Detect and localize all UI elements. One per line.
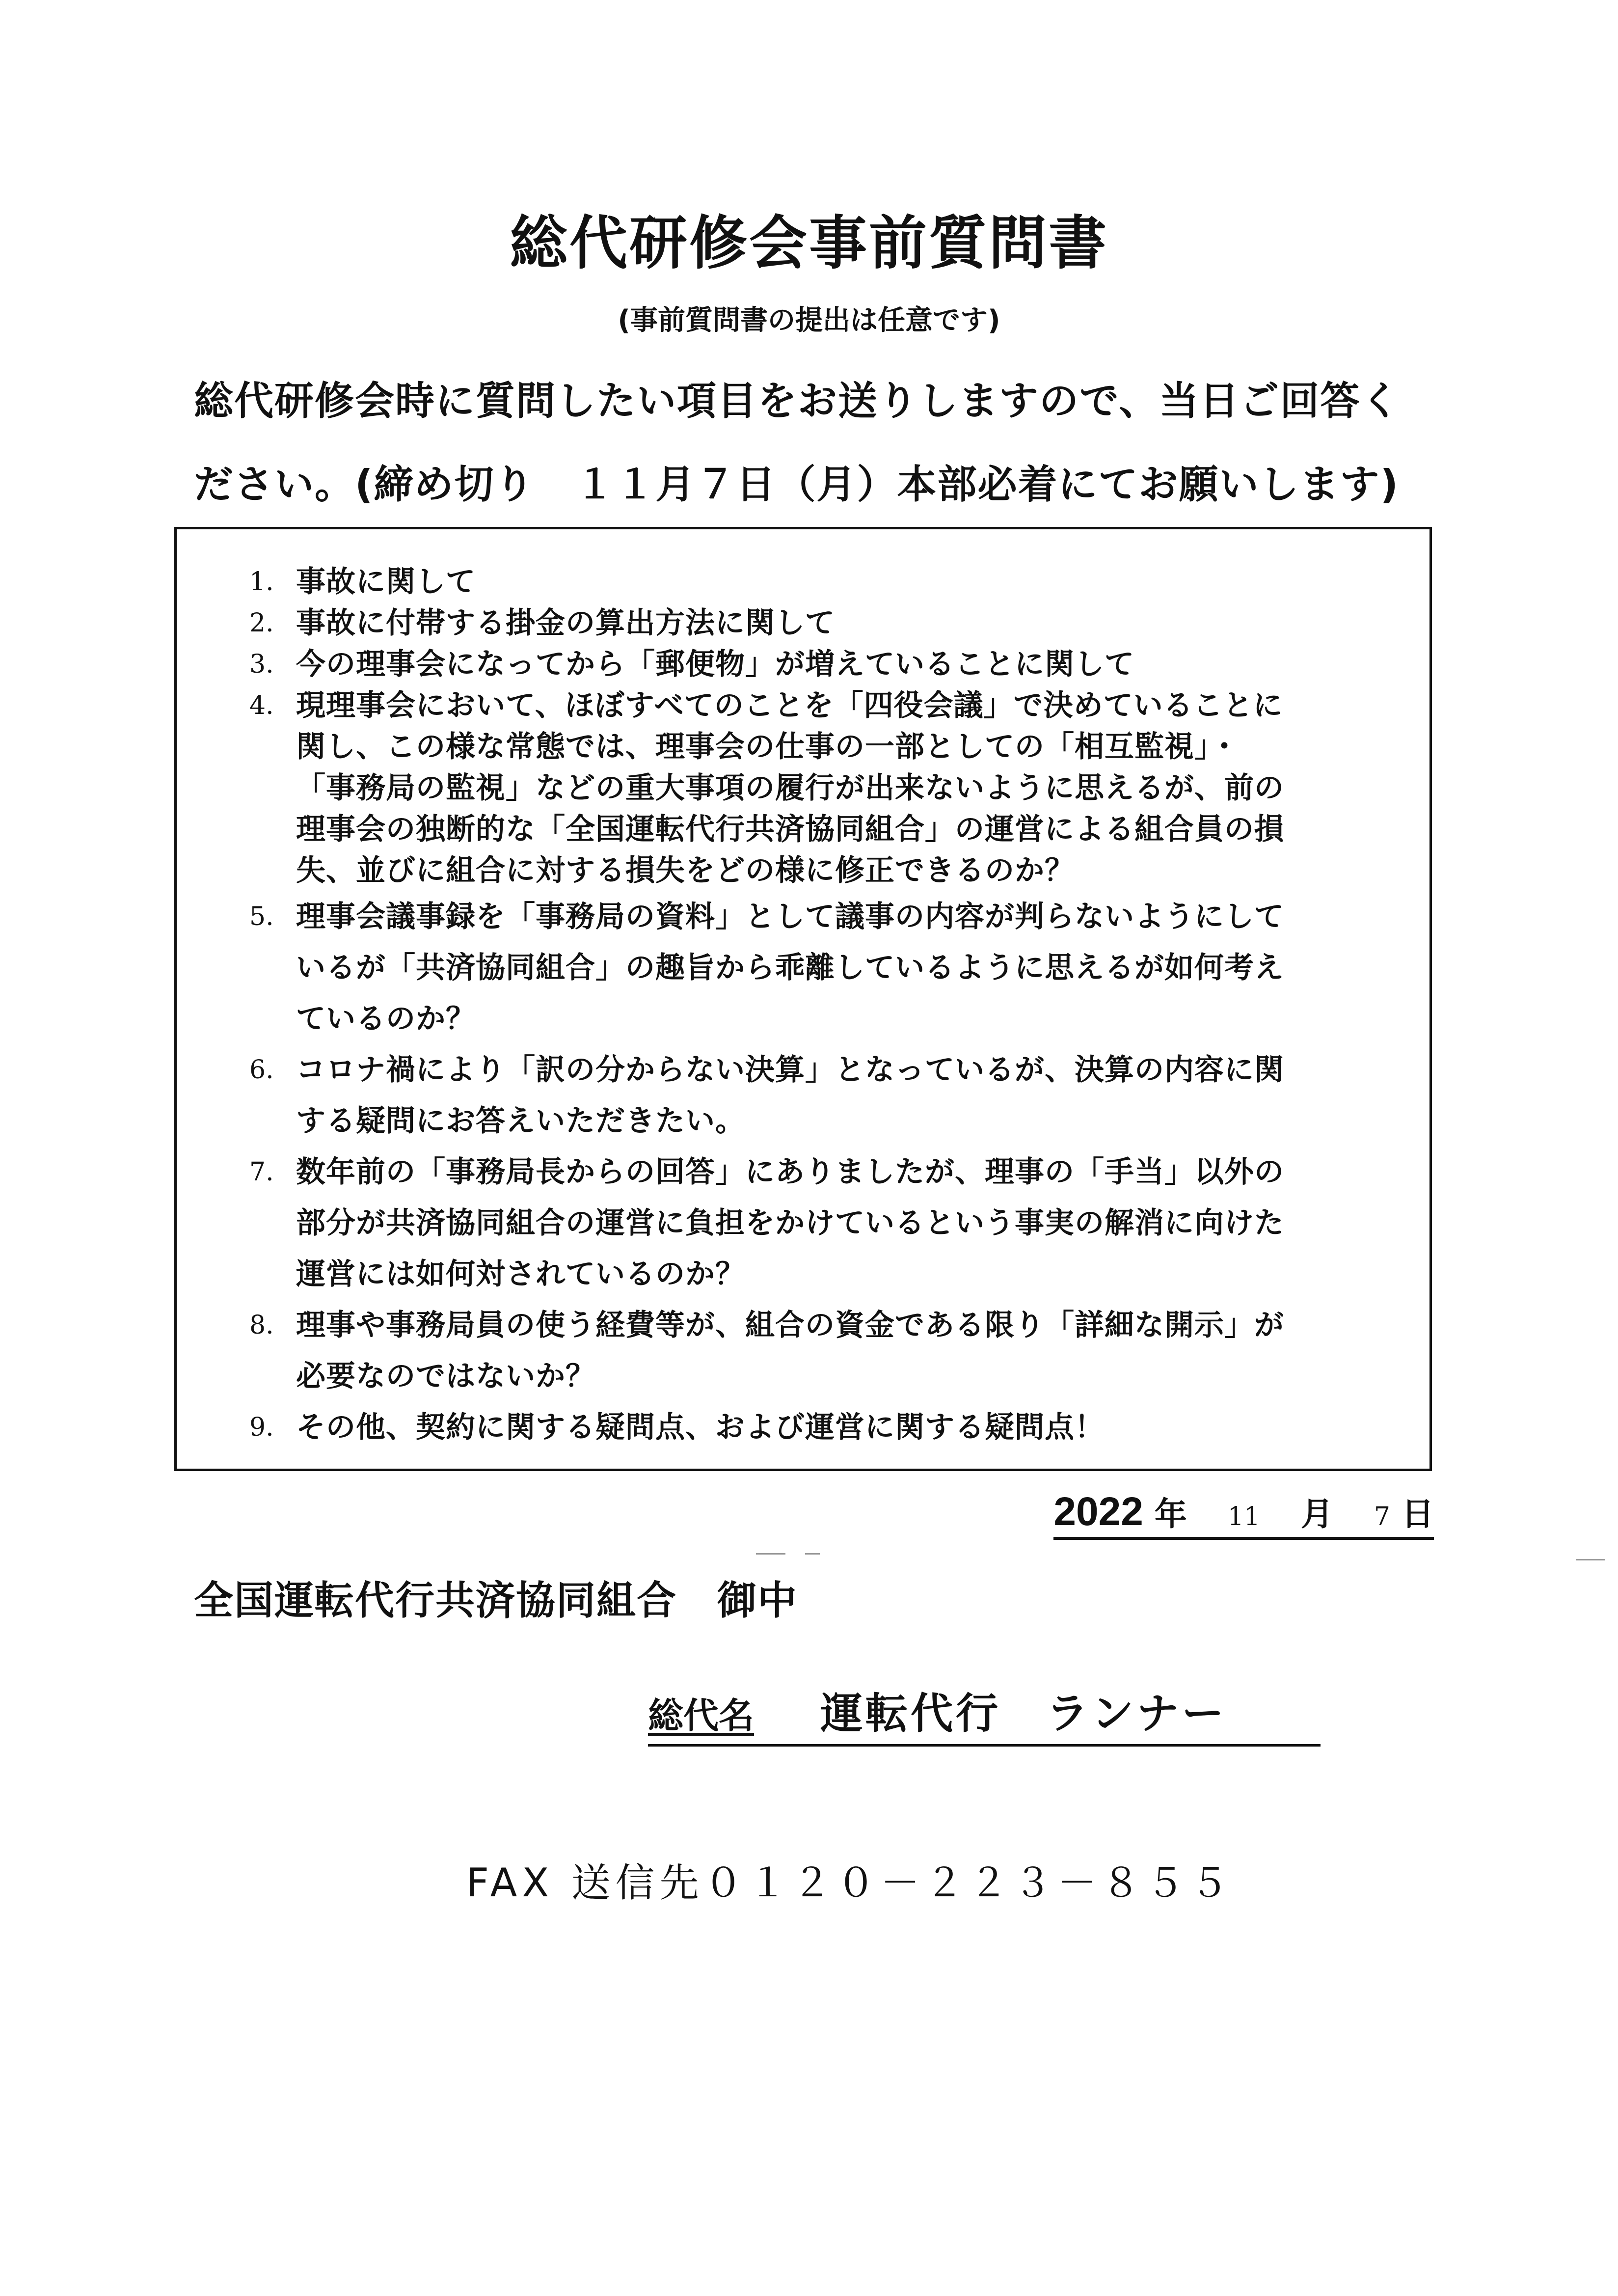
question-text: いるが「共済協同組合」の趣旨から乖離しているように思えるが如何考え: [296, 951, 1284, 985]
question-text: コロナ禍により「訳の分からない決算」となっているが、決算の内容に関: [296, 1053, 1284, 1087]
question-1: [249, 561, 1284, 602]
question-text: 「事務局の監視」などの重大事項の履行が出来ないように思えるが、前の: [296, 771, 1284, 805]
representative-line: [648, 1679, 1321, 1747]
date-month: 11: [1227, 1502, 1260, 1531]
question-number: 4.: [249, 691, 274, 720]
date-month-unit: 月: [1300, 1495, 1333, 1533]
scan-speck: [756, 1553, 785, 1555]
question-text: 部分が共済協同組合の運営に負担をかけているという事実の解消に向けた: [296, 1206, 1284, 1240]
question-text: 理事会の独断的な「全国運転代行共済協同組合」の運営による組合員の損: [296, 812, 1284, 847]
question-text: 今の理事会になってから「郵便物」が増えていることに関して: [296, 647, 1134, 682]
question-number: 6.: [249, 1055, 274, 1085]
question-text: 事故に付帯する掛金の算出方法に関して: [296, 606, 835, 640]
recipient: 全国運転代行共済協同組合 御中: [194, 1578, 798, 1623]
question-number: 1.: [249, 567, 274, 597]
question-number: 7.: [249, 1157, 274, 1187]
question-number: 8.: [249, 1311, 274, 1340]
question-text: する疑問にお答えいただきたい。: [296, 1104, 745, 1138]
question-text: 数年前の「事務局長からの回答」にありましたが、理事の「手当」以外の: [296, 1155, 1284, 1189]
question-5: [249, 891, 1284, 1044]
date-day: 7: [1374, 1502, 1391, 1531]
date-day-unit: 日: [1402, 1495, 1434, 1533]
question-9: [249, 1402, 1284, 1453]
scan-speck: [1576, 1559, 1605, 1560]
optional-note: (事前質問書の提出は任意です): [618, 304, 1000, 336]
question-text: 事故に関して: [296, 565, 476, 599]
date-year-unit: 年: [1154, 1495, 1187, 1533]
question-list: [249, 561, 1284, 1453]
fax-number: FAX 送信先０１２０－２２３－８５５: [466, 1860, 1234, 1906]
question-text: その他、契約に関する疑問点、および運営に関する疑問点！: [296, 1410, 1105, 1445]
question-2: [249, 602, 1284, 644]
question-number: 5.: [249, 902, 274, 931]
question-number: 2.: [249, 608, 274, 638]
question-text: 関し、この様な常態では、理事会の仕事の一部としての「相互監視」・: [296, 730, 1240, 764]
question-box: [174, 527, 1432, 1471]
question-4: [249, 685, 1284, 891]
question-3: [249, 644, 1284, 685]
scan-speck: [805, 1553, 820, 1555]
question-7: [249, 1147, 1284, 1300]
question-text: 現理事会において、ほぼすべてのことを「四役会議」で決めていることに: [296, 688, 1283, 723]
question-text: 運営には如何対されているのか？: [296, 1257, 745, 1291]
question-number: 3.: [249, 650, 274, 679]
date-year: 2022: [1053, 1489, 1143, 1534]
intro-line-1: 総代研修会時に質問したい項目をお送りしますので、当日ご回答く: [194, 378, 1401, 424]
submission-date: [1053, 1488, 1434, 1540]
document-title: 総代研修会事前質問書: [509, 209, 1108, 277]
question-6: [249, 1044, 1284, 1147]
intro-line-2: ださい。(締め切り １１月７日（月）本部必着にてお願いします): [194, 462, 1400, 507]
representative-label: 総代名: [648, 1695, 755, 1736]
question-text: 必要なのではないか？: [296, 1359, 595, 1394]
question-text: 理事会議事録を「事務局の資料」として議事の内容が判らないようにして: [296, 900, 1284, 934]
question-8: [249, 1300, 1284, 1402]
question-number: 9.: [249, 1413, 274, 1442]
question-text: 理事や事務局員の使う経費等が、組合の資金である限り「詳細な開示」が: [296, 1308, 1284, 1342]
question-text: 失、並びに組合に対する損失をどの様に修正できるのか？: [296, 853, 1075, 888]
question-text: ているのか？: [296, 1002, 476, 1036]
representative-name: 運転代行 ランナー: [820, 1689, 1227, 1738]
